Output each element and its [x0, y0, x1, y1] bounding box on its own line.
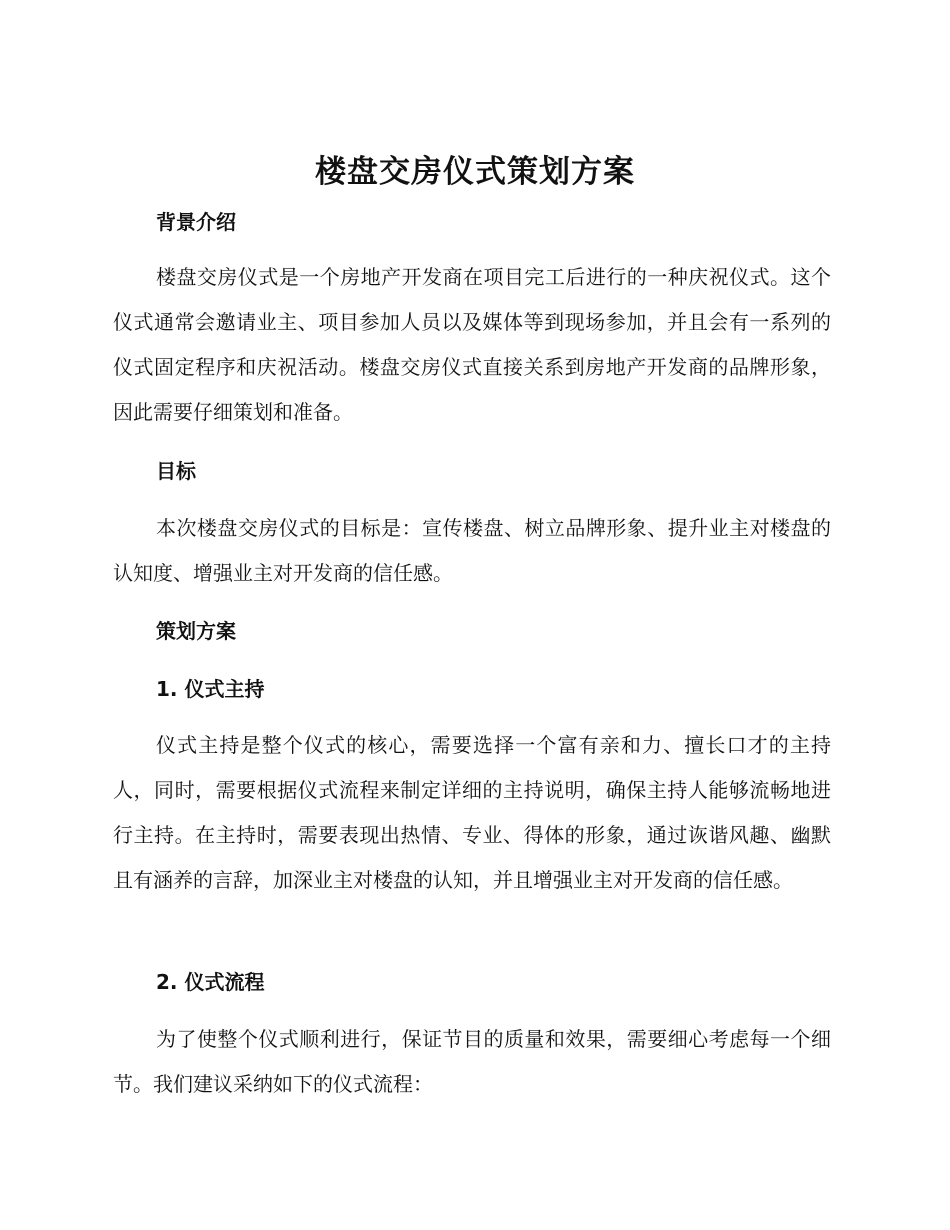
section-heading-host: 1. 仪式主持: [156, 677, 265, 701]
section-heading-process: 2. 仪式流程: [156, 970, 265, 994]
paragraph-process: 为了使整个仪式顺利进行，保证节目的质量和效果，需要细心考虑每一个细节。我们建议采纳如下的仪式流程：: [113, 1027, 831, 1096]
paragraph-goal: 本次楼盘交房仪式的目标是：宣传楼盘、树立品牌形象、提升业主对楼盘的认知度、增强业主对开发商的信任感。: [113, 516, 831, 585]
paragraph-background: 楼盘交房仪式是一个房地产开发商在项目完工后进行的一种庆祝仪式。这个仪式通常会邀请业主、项目参加人员以及媒体等到现场参加，并且会有一系列的仪式固定程序和庆祝活动。楼盘交房仪式直接关系到房地产开发商的品牌形象，因此需要仔细策划和准备。: [113, 265, 831, 424]
section-heading-background: 背景介绍: [156, 210, 236, 234]
section-heading-goal: 目标: [156, 459, 196, 483]
paragraph-host: 仪式主持是整个仪式的核心，需要选择一个富有亲和力、擅长口才的主持人，同时，需要根据仪式流程来制定详细的主持说明，确保主持人能够流畅地进行主持。在主持时，需要表现出热情、专业、得体的形象，通过诙谐风趣、幽默且有涵养的言辞，加深业主对楼盘的认知，并且增强业主对开发商的信任感。: [113, 733, 831, 892]
section-heading-plan: 策划方案: [156, 619, 236, 643]
document-title: 楼盘交房仪式策划方案: [315, 154, 635, 190]
